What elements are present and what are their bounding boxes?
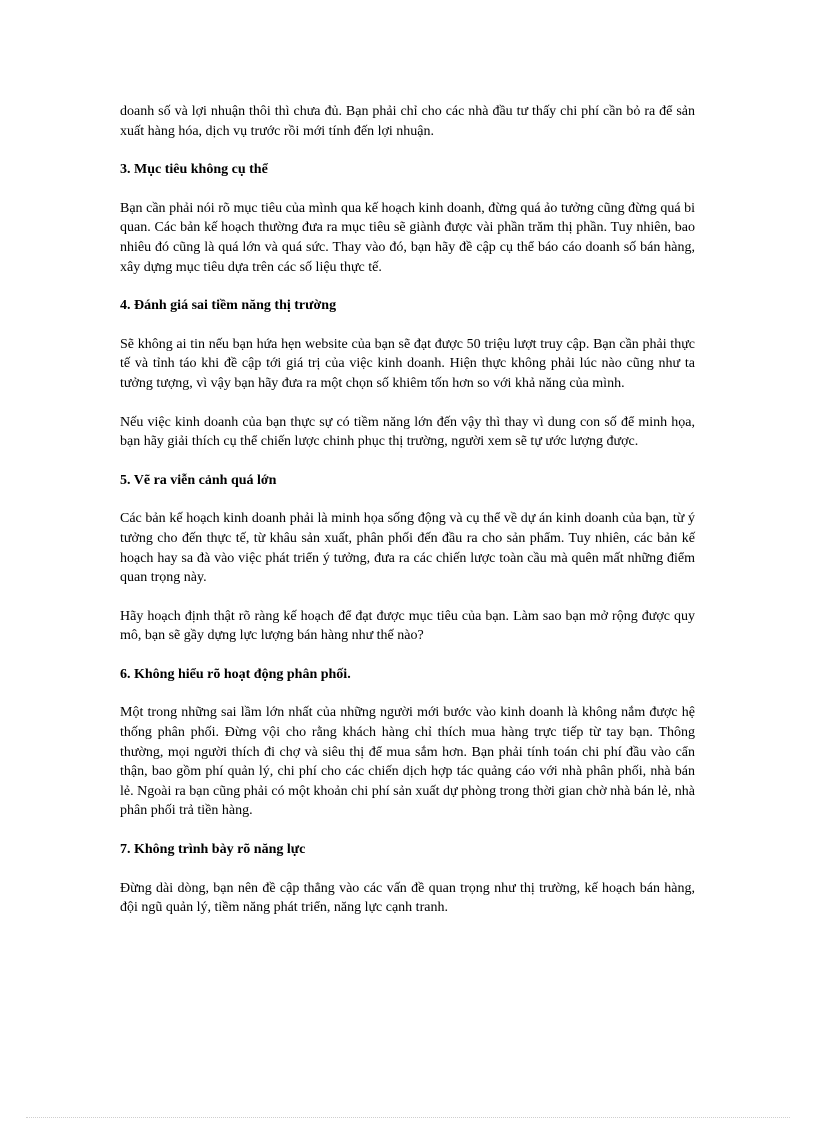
section-3-paragraph-1: Bạn cần phải nói rõ mục tiêu của mình qua kế hoạch kinh doanh, đừng quá ảo tưởng cũng đừng quá bi quan. Các bản kế hoạch thường đưa ra mục tiêu sẽ giành được vài phần trăm thị phần. Tuy nhiên, bao nhiêu đó cũng là quá lớn và quá sức. Thay vào đó, bạn hãy đề cập cụ thể báo cáo doanh số bán hàng, xây dựng mục tiêu dựa trên các số liệu thực tế. <box>120 200 695 275</box>
section-6-heading: 6. Không hiểu rõ hoạt động phân phối. <box>120 666 351 682</box>
section-4-paragraph-1: Sẽ không ai tin nếu bạn hứa hẹn website của bạn sẽ đạt được 50 triệu lượt truy cập. Bạn cần phải thực tế và tỉnh táo khi đề cập tới giá trị của việc kinh doanh. Hiện thực không phải lúc nào cũng như ta tưởng tượng, vì vậy bạn hãy đưa ra một chọn số khiêm tốn hơn so với khả năng của mình. <box>120 336 695 391</box>
section-4-heading: 4. Đánh giá sai tiềm năng thị trường <box>120 298 337 314</box>
section-5-paragraph-2: Hãy hoạch định thật rõ ràng kế hoạch để đạt được mục tiêu của bạn. Làm sao bạn mở rộng được quy mô, bạn sẽ gầy dựng lực lượng bán hàng như thế nào? <box>120 608 695 644</box>
section-3-heading: 3. Mục tiêu không cụ thể <box>120 162 268 178</box>
intro-paragraph: doanh số và lợi nhuận thôi thì chưa đủ. Bạn phải chỉ cho các nhà đầu tư thấy chi phí cần bỏ ra để sản xuất hàng hóa, dịch vụ trước rồi mới tính đến lợi nhuận. <box>120 104 695 139</box>
section-5-paragraph-1: Các bản kế hoạch kinh doanh phải là minh họa sống động và cụ thể về dự án kinh doanh của bạn, từ ý tưởng cho đến thực tế, từ khâu sản xuất, phân phối đến đầu ra cho sản phẩm. Tuy nhiên, các bản kế hoạch hay sa đà vào việc phát triển ý tưởng, đưa ra các chiến lược toàn cầu mà quên mất những điểm quan trọng này. <box>120 511 695 586</box>
section-5-heading: 5. Vẽ ra viễn cảnh quá lớn <box>120 472 277 488</box>
section-7-paragraph-1: Đừng dài dòng, bạn nên đề cập thẳng vào các vấn đề quan trọng như thị trường, kế hoạch bán hàng, đội ngũ quản lý, tiềm năng phát triển, năng lực cạnh tranh. <box>120 880 695 916</box>
page-bottom-divider <box>26 1117 790 1118</box>
section-4-paragraph-2: Nếu việc kinh doanh của bạn thực sự có tiềm năng lớn đến vậy thì thay vì dung con số để minh họa, bạn hãy giải thích cụ thể chiến lược chinh phục thị trường, người xem sẽ tự ước lượng được. <box>120 414 695 450</box>
section-7-heading: 7. Không trình bày rõ năng lực <box>120 842 306 858</box>
section-6-paragraph-1: Một trong những sai lầm lớn nhất của những người mới bước vào kinh doanh là không nắm được hệ thống phân phối. Đừng vội cho rằng khách hàng chỉ thích mua hàng trực tiếp từ tay bạn. Thông thường, mọi người thích đi chợ và siêu thị để mua sắm hơn. Bạn phải tính toán chi phí đầu vào cẩn thận, bao gồm phí quản lý, chi phí cho các chiến dịch hợp tác quảng cáo với nhà phân phối, nhà bán lẻ. Ngoài ra bạn cũng phải có một khoản chi phí sản xuất dự phòng trong thời gian chờ nhà bán lẻ, nhà phân phối trả tiền hàng. <box>120 705 695 819</box>
document-page <box>120 102 695 918</box>
